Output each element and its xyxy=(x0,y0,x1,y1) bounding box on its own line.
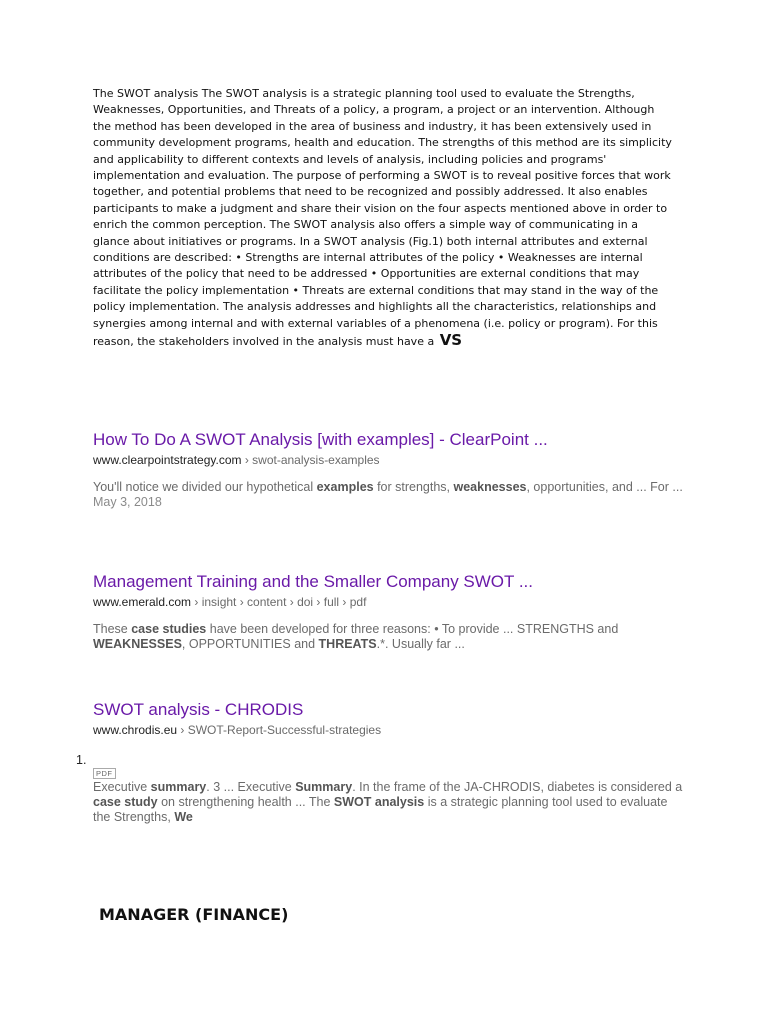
result-breadcrumb: › SWOT-Report-Successful-strategies xyxy=(177,723,382,737)
result-breadcrumb: › insight › content › doi › full › pdf xyxy=(191,595,367,609)
intro-paragraph xyxy=(93,86,675,351)
result-title-link[interactable]: SWOT analysis - CHRODIS xyxy=(93,700,304,719)
search-result xyxy=(93,699,693,738)
section-heading: MANAGER (FINANCE) xyxy=(99,905,289,924)
search-result xyxy=(93,571,693,652)
result-domain: www.chrodis.eu xyxy=(93,723,178,737)
list-number: 1. xyxy=(76,753,87,767)
result-breadcrumb: › swot-analysis-examples xyxy=(241,453,380,467)
result-title-link[interactable]: Management Training and the Smaller Company SWOT ... xyxy=(93,572,533,591)
intro-text: The SWOT analysis The SWOT analysis is a strategic planning tool used to evaluate the Strengths, Weaknesses, Opportunities, and Threats of a policy, a program, a project or an intervention. Although the method has been developed in the area of business and industry, it has been extensively used in community development programs, health and education. The strengths of this method are its simplicity and applicability to different contexts and levels of analysis, including policies and programs' implementation and evaluation. The purpose of performing a SWOT is to reveal positive forces that work together, and potential problems that need to be recognized and possibly addressed. It also enables participants to make a judgment and share their vision on the four aspects mentioned above in order to enrich the common perception. The SWOT analysis also offers a simple way of communicating in a glance about initiatives or programs. In a SWOT analysis (Fig.1) both internal attributes and external conditions are described: • Strengths are internal attributes of the policy • Weaknesses are internal attributes of the policy that need to be addressed • Opportunities are external conditions that may facilitate the policy implementation • Threats are external conditions that may stand in the way of the policy implementation. The analysis addresses and highlights all the characteristics, relationships and synergies among internal and with external variables of a phenomena (i.e. policy or program). For this reason, the stakeholders involved in the analysis must have a xyxy=(93,87,672,349)
result-title-link[interactable]: How To Do A SWOT Analysis [with examples] - ClearPoint ... xyxy=(93,430,548,449)
result-url[interactable] xyxy=(93,452,693,468)
result-snippet: You'll notice we divided our hypothetical examples for strengths, weaknesses, opportunities, and ... For ... xyxy=(93,480,683,494)
result-domain: www.emerald.com xyxy=(93,595,192,609)
pdf-badge: PDF xyxy=(93,768,116,779)
search-result xyxy=(93,429,693,510)
pdf-snippet: Executive summary. 3 ... Executive Summary. In the frame of the JA-CHRODIS, diabetes is considered a case study on strengthening health ... The SWOT analysis is a strategic planning tool used to evaluate the Strengths, We xyxy=(93,780,683,824)
intro-tail: VS xyxy=(439,331,463,350)
result-domain: www.clearpointstrategy.com xyxy=(93,453,242,467)
result-snippet: These case studies have been developed for three reasons: • To provide ... STRENGTHS and WEAKNESSES, OPPORTUNITIES and THREATS.*. Usually far ... xyxy=(93,622,619,651)
result-url[interactable] xyxy=(93,594,693,610)
result-date: May 3, 2018 xyxy=(93,495,162,509)
result-url[interactable] xyxy=(93,722,693,738)
